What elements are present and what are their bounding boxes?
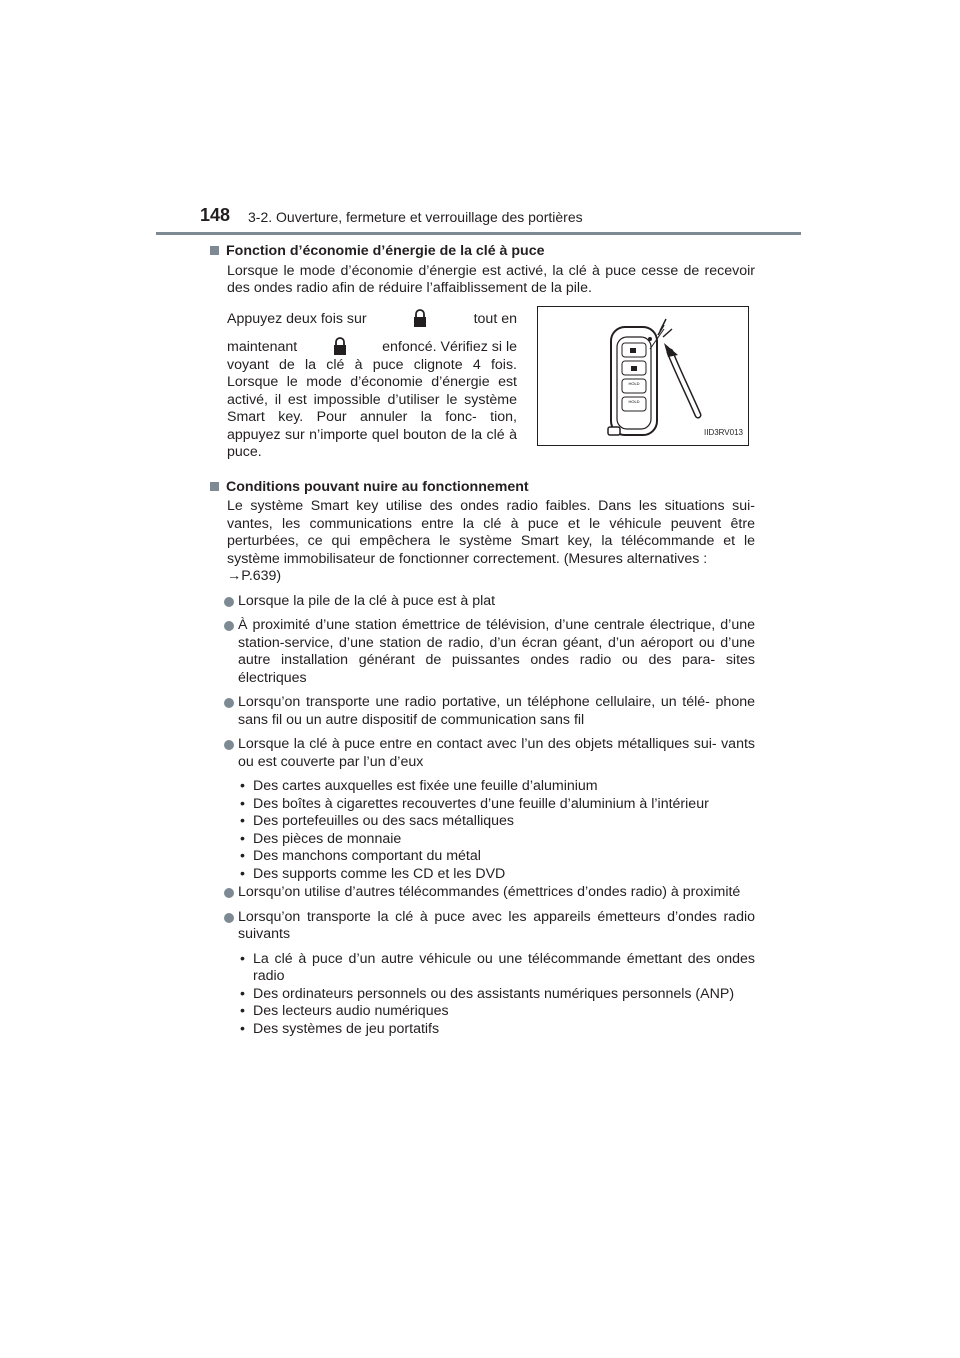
list-item: Lorsque la clé à puce entre en contact avec l’un des objets métalliques sui- vants ou est couverte par l’un d’eux bbox=[210, 736, 755, 771]
conditions-intro: Le système Smart key utilise des ondes radio faibles. Dans les situations sui- vantes, les communications entre la clé à puce et le véhicule peuvent être perturbées, ce qui empêchera le système Smart key, la télécommande et le système immobilisateur de fonctionner correctement. (Mesures alternatives : →P.639) bbox=[227, 498, 755, 584]
energy-saving-intro: Lorsque le mode d’économie d’énergie est activé, la clé à puce cesse de recevoir des ondes radio afin de réduire l’affaiblissement de la pile. bbox=[227, 262, 755, 296]
sub-list-item: • Des boîtes à cigarettes recouvertes d’une feuille d’aluminium à l’intérieur bbox=[240, 795, 709, 812]
round-bullet-icon bbox=[224, 698, 234, 708]
instruction-rest: voyant de la clé à puce clignote 4 fois. Lorsque le mode d’économie d’énergie est activé, il est impossible d’utiliser le système Smart key. Pour annuler la fonc- tion, appuyez sur n’importe quel bouton de la clé à puce. bbox=[227, 356, 517, 460]
smart-key-figure bbox=[537, 306, 749, 446]
lock-button-icon bbox=[327, 335, 353, 357]
sublist-radio-devices bbox=[210, 951, 755, 1039]
sub-list-item: • Des systèmes de jeu portatifs bbox=[240, 1020, 440, 1037]
figure-code: IID3RV013 bbox=[704, 428, 743, 437]
square-bullet-icon bbox=[210, 246, 219, 255]
round-bullet-icon bbox=[224, 621, 234, 631]
list-item: À proximité d’une station émettrice de télévision, d’une centrale électrique, d’une station-service, d’une station de radio, d’un écran géant, d’un aéroport ou d’une autre installation générant de puissantes ondes radio ou des para- sites électriques bbox=[210, 617, 755, 687]
lock-button-icon bbox=[407, 307, 433, 329]
page-reference-link[interactable]: →P.639) bbox=[227, 568, 282, 584]
instruction-line-2: maintenant enfoncé. Vérifiez si le bbox=[227, 335, 517, 357]
round-bullet-icon bbox=[224, 888, 234, 898]
sub-list-item: • Des pièces de monnaie bbox=[240, 830, 402, 847]
section-heading-energy-saving bbox=[210, 243, 755, 261]
round-bullet-icon bbox=[224, 913, 234, 923]
list-item: Lorsqu’on transporte la clé à puce avec les appareils émetteurs d’ondes radio suivants bbox=[210, 909, 755, 944]
sub-list-item: • Des manchons comportant du métal bbox=[240, 848, 481, 864]
hold-label: HOLD bbox=[628, 398, 640, 404]
sub-list-item: • Des ordinateurs personnels ou des assistants numériques personnels (ANP) bbox=[240, 985, 735, 1002]
header-rule bbox=[156, 232, 801, 235]
section-heading-text: Conditions pouvant nuire au fonctionnement bbox=[226, 478, 529, 495]
round-bullet-icon bbox=[224, 740, 234, 750]
page-content bbox=[210, 243, 755, 1038]
sub-list-item: • Des cartes auxquelles est fixée une feuille d’aluminium bbox=[240, 778, 598, 794]
sub-list-item: • Des supports comme les CD et les DVD bbox=[240, 865, 506, 882]
section-heading-conditions bbox=[210, 479, 755, 497]
list-item: Lorsqu’on utilise d’autres télécommandes (émettrices d’ondes radio) à proximité bbox=[210, 884, 755, 902]
sub-list-item: • Des portefeuilles ou des sacs métalliques bbox=[240, 813, 515, 829]
list-item: Lorsqu’on transporte une radio portative, un téléphone cellulaire, un télé- phone sans fil ou un autre dispositif de communication sans fil bbox=[210, 694, 755, 729]
chapter-title: 3-2. Ouverture, fermeture et verrouillage des portières bbox=[248, 209, 583, 225]
sub-list-item: • La clé à puce d’un autre véhicule ou une télécommande émettant des ondes radio bbox=[240, 950, 755, 984]
section-heading-text: Fonction d’économie d’énergie de la clé à puce bbox=[226, 243, 545, 259]
list-item: Lorsque la pile de la clé à puce est à plat bbox=[210, 593, 755, 611]
square-bullet-icon bbox=[210, 482, 219, 491]
sub-list-item: • Des lecteurs audio numériques bbox=[240, 1003, 449, 1019]
sublist-metal-objects bbox=[210, 778, 755, 883]
round-bullet-icon bbox=[224, 597, 234, 607]
hold-label: HOLD bbox=[628, 380, 640, 386]
page-number: 148 bbox=[200, 205, 231, 225]
energy-saving-instructions bbox=[227, 307, 755, 462]
instruction-line-1: Appuyez deux fois sur tout en bbox=[227, 307, 517, 329]
